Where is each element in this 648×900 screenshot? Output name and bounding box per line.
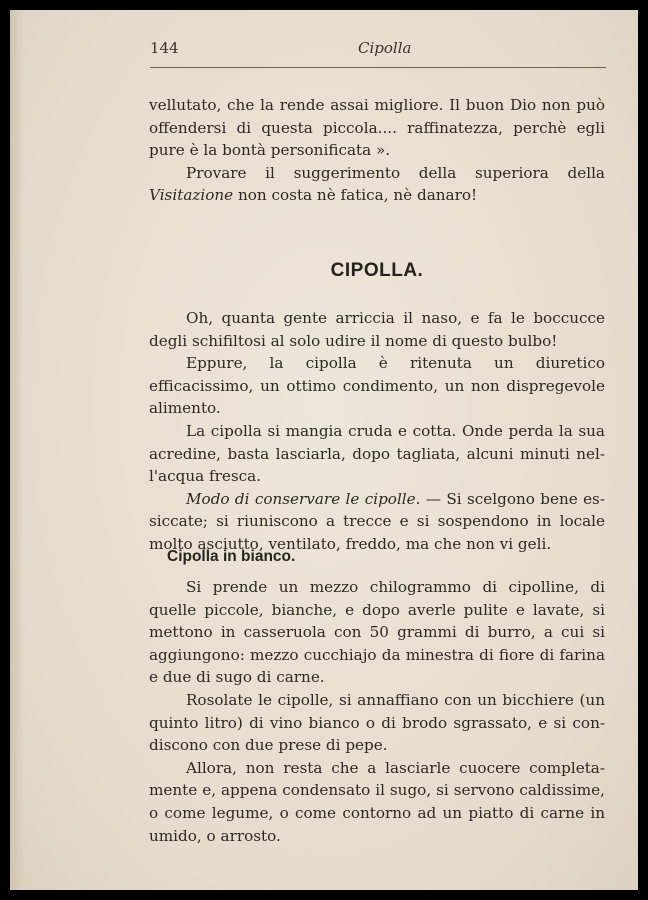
paragraph-visitazione xyxy=(149,162,605,207)
italic-term: Visitazione xyxy=(149,186,234,205)
recipe-body xyxy=(149,576,605,847)
italic-heading: Modo di conservare le cipolle. xyxy=(186,489,421,508)
paragraph-text: Provare il suggerimento della superiora della xyxy=(186,163,605,182)
paragraph: Oh, quanta gente arriccia il naso, e fa le boccucce degli schifiltosi al solo udire il nome di questo bulbo! xyxy=(149,309,605,350)
section-title: CIPOLLA. xyxy=(330,260,424,281)
paragraph: Allora, non resta che a lasciarle cuocere completa- mente e, appena condensato il sugo, si servono caldissime, o come legume, o come contorno ad un piatto di carne in umido, o arrosto. xyxy=(149,758,605,845)
section-body xyxy=(149,307,605,556)
recipe-title: Cipolla in bianco. xyxy=(167,548,296,565)
page-number: 144 xyxy=(150,39,179,57)
book-page xyxy=(10,10,638,890)
running-title: Cipolla xyxy=(358,39,412,57)
paragraph: Eppure, la cipolla è ritenuta un diuretico efficacissimo, un ottimo condimento, un non dispregevole alimento. xyxy=(149,354,605,418)
page-edge-shadow xyxy=(10,10,24,890)
header-rule xyxy=(150,67,606,68)
paragraph-text: — Si scelgono bene es- siccate; si riuniscono a trecce e si sospendono in locale molto asciutto, ventilato, freddo, ma che non vi geli. xyxy=(149,489,605,553)
paragraph: Si prende un mezzo chilogrammo di cipolline, di quelle piccole, bianche, e dopo averle pulite e lavate, si mettono in casseruola con 50 grammi di burro, a cui si aggiungono: mezzo cucchiajo da minestra di fiore di farina e due di sugo di carne. xyxy=(149,578,605,687)
paragraph: La cipolla si mangia cruda e cotta. Onde perda la sua acredine, basta lasciarla, dopo tagliata, alcuni minuti nel- l'acqua fresca. xyxy=(149,421,605,486)
previous-section-text xyxy=(149,94,605,207)
paragraph-storage xyxy=(149,488,605,556)
page-header xyxy=(150,39,606,61)
paragraph-continued: vellutato, che la rende assai migliore. Il buon Dio non può offendersi di questa piccola.... raffinatezza, perchè egli pure è la bontà personificata ». xyxy=(149,96,605,160)
paragraph: Rosolate le cipolle, si annaffiano con un bicchiere (un quinto litro) di vino bianco o di brodo sgrassato, e si con- discono con due prese di pepe. xyxy=(149,690,605,755)
paragraph-text: non costa nè fatica, nè danaro! xyxy=(233,186,478,205)
